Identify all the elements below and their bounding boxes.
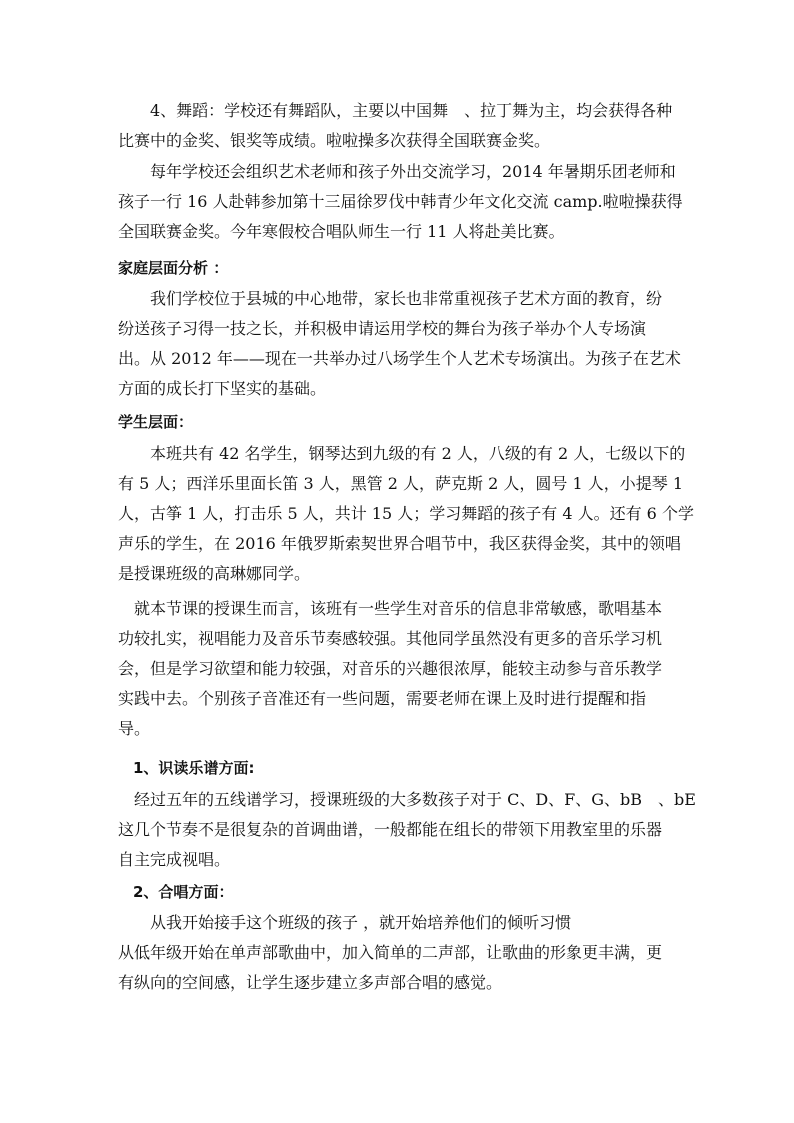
paragraph-exchange xyxy=(118,157,683,247)
text-line: 人，古筝 1 人，打击乐 5 人，共计 15 人；学习舞蹈的孩子有 4 人。还有 6 个学 xyxy=(118,504,694,523)
text-line: 就本节课的授课生而言，该班有一些学生对音乐的信息非常敏感，歌唱基本 xyxy=(118,599,663,618)
text-line: 会，但是学习欲望和能力较强，对音乐的兴趣很浓厚，能较主动参与音乐教学 xyxy=(118,659,663,678)
paragraph-students xyxy=(118,439,694,589)
heading-family-analysis: 家庭层面分析 ： xyxy=(118,259,229,277)
text-line: 有纵向的空间感，让学生逐步建立多声部合唱的感觉。 xyxy=(118,973,503,992)
text-line: 有 5 人；西洋乐里面长笛 3 人，黑管 2 人，萨克斯 2 人，圆号 1 人，小提琴 1 xyxy=(118,474,684,493)
heading-score-reading: 1、识读乐谱方面: xyxy=(118,759,255,777)
text-line: 是授课班级的高琳娜同学。 xyxy=(118,564,311,583)
text-line: 自主完成视唱。 xyxy=(118,850,231,869)
text-line: 全国联赛金奖。今年寒假校合唱队师生一行 11 人将赴美比赛。 xyxy=(118,222,565,241)
text-line: 本班共有 42 名学生，钢琴达到九级的有 2 人，八级的有 2 人，七级以下的 xyxy=(118,444,686,463)
text-line: 方面的成长打下坚实的基础。 xyxy=(118,379,327,398)
paragraph-dance xyxy=(118,96,678,156)
text-line: 导。 xyxy=(118,719,151,738)
text-line: 纷送孩子习得一技之长，并积极申请运用学校的舞台为孩子举办个人专场演 xyxy=(118,319,647,338)
text-line: 实践中去。个别孩子音准还有一些问题，需要老师在课上及时进行提醒和指 xyxy=(118,689,647,708)
text-line: 每年学校还会组织艺术老师和孩子外出交流学习，2014 年暑期乐团老师和 xyxy=(118,162,676,181)
paragraph-score-reading xyxy=(118,785,696,875)
text-line: 孩子一行 16 人赴韩参加第十三届徐罗伐中韩青少年文化交流 camp.啦啦操获得 xyxy=(118,192,683,211)
text-line: 从低年级开始在单声部歌曲中，加入简单的二声部，让歌曲的形象更丰满，更 xyxy=(118,943,663,962)
paragraph-family xyxy=(118,284,681,404)
text-line: 从我开始接手这个班级的孩子 ，就开始培养他们的倾听习惯 xyxy=(118,913,572,932)
text-line: 比赛中的金奖、银奖等成绩。啦啦操多次获得全国联赛金奖。 xyxy=(118,131,551,150)
text-line: 4、舞蹈：学校还有舞蹈队，主要以中国舞 、拉丁舞为主，均会获得各种 xyxy=(118,101,673,120)
text-line: 出。从 2012 年——现在一共举办过八场学生个人艺术专场演出。为孩子在艺术 xyxy=(118,349,681,368)
text-line: 声乐的学生，在 2016 年俄罗斯索契世界合唱节中，我区获得金奖，其中的领唱 xyxy=(118,534,681,553)
text-line: 功较扎实，视唱能力及音乐节奏感较强。其他同学虽然没有更多的音乐学习机 xyxy=(118,629,663,648)
text-line: 经过五年的五线谱学习，授课班级的大多数孩子对于 C、D、F、G、bB 、bE xyxy=(118,790,696,809)
text-line: 我们学校位于县城的中心地带，家长也非常重视孩子艺术方面的教育，纷 xyxy=(118,289,663,308)
heading-student-level: 学生层面： xyxy=(118,413,194,431)
paragraph-chorus xyxy=(118,908,678,998)
paragraph-class-analysis xyxy=(118,594,678,744)
text-line: 这几个节奏不是很复杂的首调曲谱，一般都能在组长的带领下用教室里的乐器 xyxy=(118,820,663,839)
heading-chorus: 2、合唱方面： xyxy=(118,883,234,901)
